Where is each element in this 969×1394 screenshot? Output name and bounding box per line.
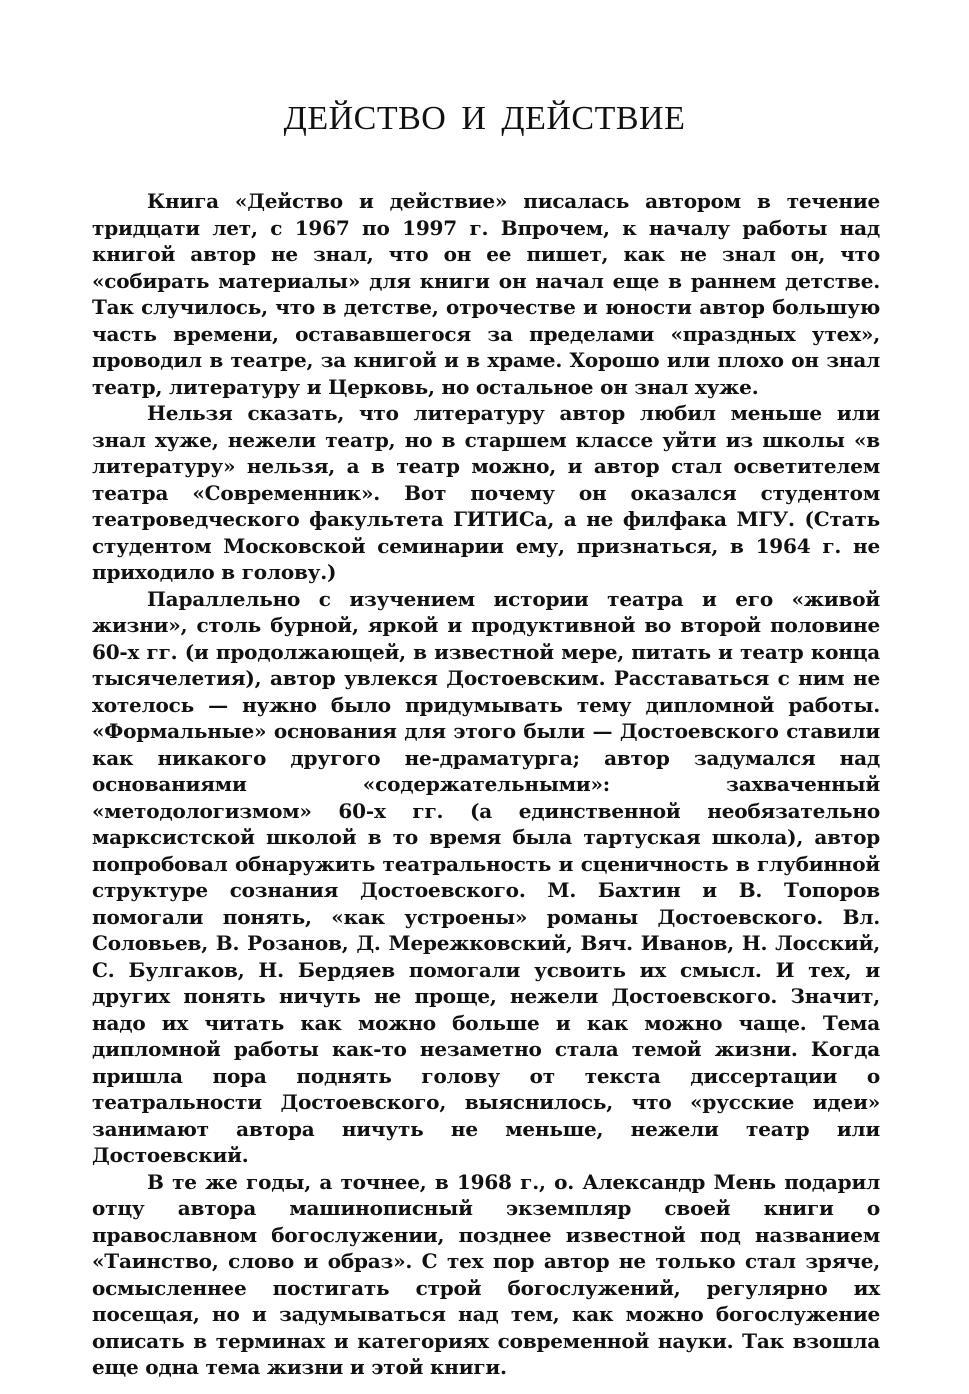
body-text [92,188,880,1381]
paragraph-3: Параллельно с изучением истории театра и его «живой жизни», столь бурной, яркой и продуктивной во второй половине 60-х гг. (и продолжающей, в известной мере, питать и театр конца тысячелетия), автор увлекся Достоевским. Расставаться с ним не хотелось — нужно было придумывать тему дипломной работы. «Формальные» основания для этого были — Достоевского ставили как никакого другого не-драматурга; автор задумался над основаниями «содержательными»: захваченный «методологизмом» 60-х гг. (а единственной необязательно марксистской школой в то время была тартуская школа), автор попробовал обнаружить театральность и сценичность в глубинной структуре сознания Достоевского. М. Бахтин и В. Топоров помогали понять, «как устроены» романы Достоевского. Вл. Соловьев, В. Розанов, Д. Мережковский, Вяч. Иванов, Н. Лосский, С. Булгаков, Н. Бердяев помогали усвоить их смысл. И тех, и других понять ничуть не проще, нежели Достоевского. Значит, надо их читать как можно больше и как можно чаще. Тема дипломной работы как-то незаметно стала темой жизни. Когда пришла пора поднять голову от текста диссертации о театральности Достоевского, выяснилось, что «русские идеи» занимают автора ничуть не меньше, нежели театр или Достоевский. [92,586,880,1167]
paragraph-1: Книга «Действо и действие» писалась автором в течение тридцати лет, с 1967 по 1997 г. Впрочем, к началу работы над книгой автор не знал, что он ее пишет, как не знал он, что «собирать материалы» для книги он начал еще в раннем детстве. Так случилось, что в детстве, отрочестве и юности автор большую часть времени, остававшегося за пределами «праздных утех», проводил в театре, за книгой и в храме. Хорошо или плохо он знал театр, литературу и Церковь, но остальное он знал хуже. [92,189,880,399]
paragraph-4: В те же годы, а точнее, в 1968 г., о. Александр Мень подарил отцу автора машинописный экземпляр своей книги о православном богослужении, позднее известной под названием «Таинство, слово и образ». С тех пор автор не только стал зряче, осмысленнее постигать строй богослужений, регулярно их посещая, но и задумываться над тем, как можно богослужение описать в терминах и категориях современной науки. Так взошла еще одна тема жизни и этой книги. [92,1169,880,1379]
chapter-title: ДЕЙСТВО И ДЕЙСТВИЕ [283,100,686,137]
paragraph-2: Нельзя сказать, что литературу автор любил меньше или знал хуже, нежели театр, но в старшем классе уйти из школы «в литературу» нельзя, а в театр можно, и автор стал осветителем театра «Современник». Вот почему он оказался студентом театроведческого факультета ГИТИСа, а не филфака МГУ. (Стать студентом Московской семинарии ему, признаться, в 1964 г. не приходило в голову.) [92,401,880,584]
